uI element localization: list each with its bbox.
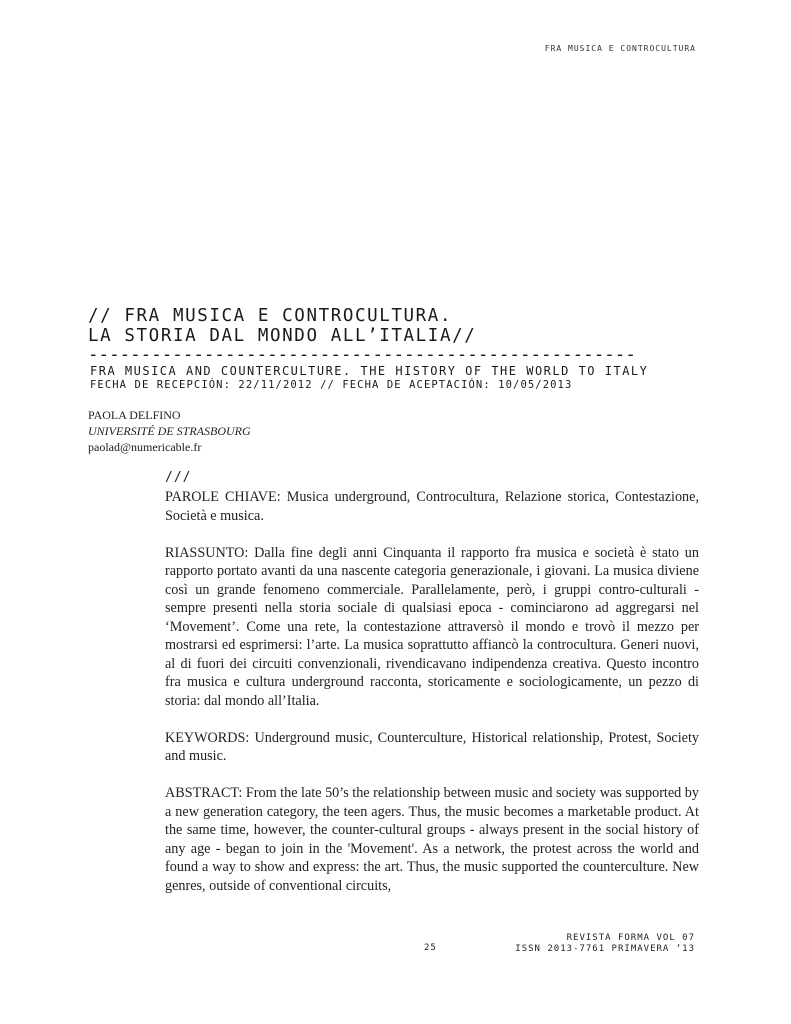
running-head: FRA MUSICA E CONTROCULTURA: [544, 44, 696, 53]
english-subtitle: FRA MUSICA AND COUNTERCULTURE. THE HISTORY OF THE WORLD TO ITALY: [90, 364, 649, 378]
title-block: [88, 306, 698, 392]
journal-volume: REVISTA FORMA VOL 07: [566, 933, 695, 943]
keywords-italian: PAROLE CHIAVE: Musica underground, Controcultura, Relazione storica, Contestazione, Società e musica.: [165, 489, 699, 524]
author-name: PAOLA DELFINO: [88, 408, 181, 422]
title-divider: ----------------------------------------------------: [88, 346, 636, 364]
journal-issn: ISSN 2013-7761 PRIMAVERA ‘13: [515, 944, 695, 954]
journal-info: [515, 933, 695, 955]
article-title-line-1: // FRA MUSICA E CONTROCULTURA.: [88, 306, 453, 326]
author-email[interactable]: paolad@numericable.fr: [88, 440, 202, 454]
page-number: 25: [424, 943, 437, 953]
section-separator: ///: [165, 470, 192, 485]
abstract-italian: RIASSUNTO: Dalla fine degli anni Cinquanta il rapporto fra musica e società è stato un rapporto portato avanti da una nascente categoria generazionale, i giovani. La musica diviene così un grande fenomeno commerciale. Parallelamente, però, i gruppi contro-culturali - sempre presenti nella storia sociale di qualsiasi epoca - cominciarono ad aggregarsi nel ‘Movement’. Come una rete, la contestazione attraversò il mondo e trovò il mezzo per mostrarsi ed esprimersi: l’arte. La musica soprattutto affiancò la controcultura. Generi nuovi, al di fuori dei circuiti convenzionali, rivendicavano indipendenza creativa. Questo incontro fra musica e cultura underground racconta, storicamente e sociologicamente, un pezzo di storia: dal mondo all’Italia.: [165, 544, 699, 709]
reception-dates: FECHA DE RECEPCIÓN: 22/11/2012 // FECHA DE ACEPTACIÓN: 10/05/2013: [90, 379, 573, 391]
author-block: [88, 407, 251, 455]
keywords-english: KEYWORDS: Underground music, Counterculture, Historical relationship, Protest, Society and music.: [165, 729, 699, 764]
author-affiliation: UNIVERSITÉ DE STRASBOURG: [88, 424, 251, 438]
article-title-line-2: LA STORIA DAL MONDO ALL’ITALIA//: [88, 326, 477, 346]
abstract-english: ABSTRACT: From the late 50’s the relationship between music and society was supported by a new generation category, the teen agers. Thus, the music becomes a marketable product. At the same time, however, the counter-cultural groups - always present in the social history of any age - began to join in the 'Movement'. As a network, the protest across the world and found a way to show and express: the art. Thus, the music supported the counterculture. New genres, outside of conventional circuits,: [165, 785, 699, 894]
abstract-body: [165, 470, 699, 914]
